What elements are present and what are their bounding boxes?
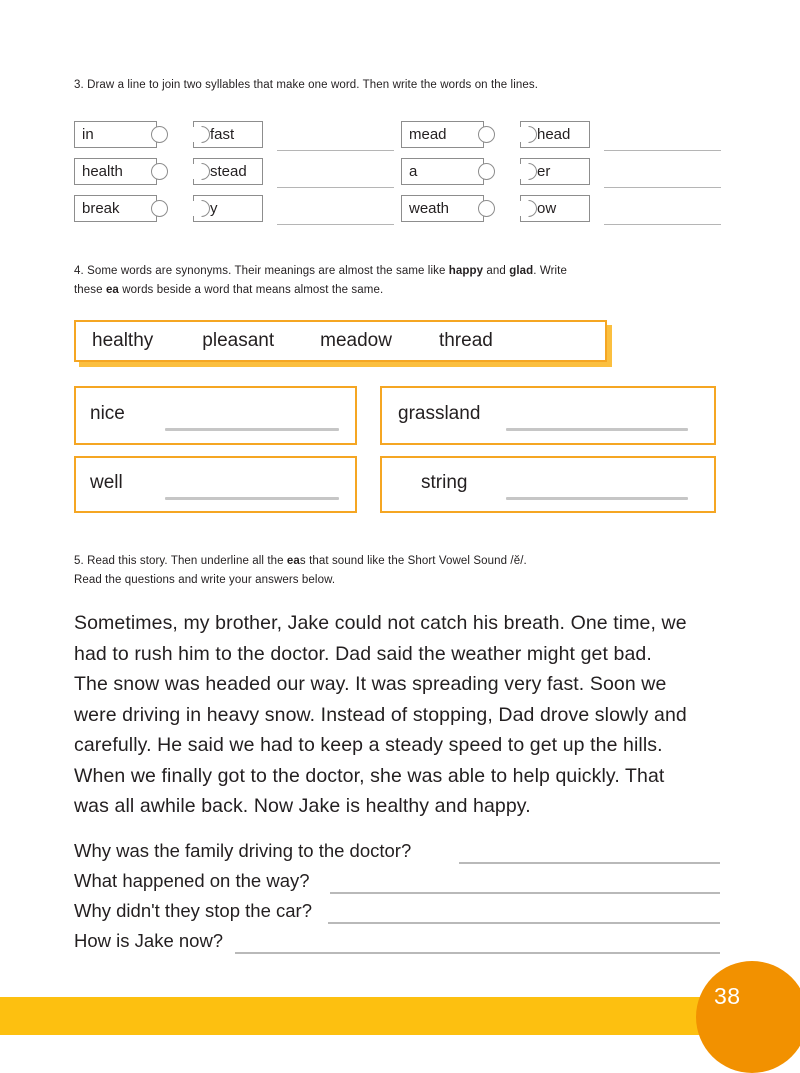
puzzle-piece-label: break [82,200,120,217]
question-answer-rule[interactable] [459,862,720,864]
puzzle-piece-left[interactable] [401,195,484,222]
answer-box-rule[interactable] [165,428,339,431]
section4-instruction [74,262,724,300]
question-answer-rule[interactable] [330,892,720,894]
question-answer-rule[interactable] [235,952,720,954]
puzzle-piece-left[interactable] [74,158,157,185]
section4-instruction-part4: these [74,284,106,296]
word-bank [74,320,607,362]
puzzle-piece-label: in [82,126,94,143]
answer-rule[interactable] [277,150,394,151]
section3-instruction: 3. Draw a line to join two syllables that make one word. Then write the words on the lines. [74,79,539,91]
puzzle-tab-icon [151,126,168,143]
notch-mask [193,201,195,216]
section4-bold-happy: happy [448,265,484,277]
puzzle-piece-right[interactable] [520,121,590,148]
answer-rule[interactable] [604,187,721,188]
answer-box-rule[interactable] [506,428,688,431]
answer-box-label: nice [90,403,125,424]
section5-bold-ea: ea [286,555,300,567]
puzzle-row [74,121,394,152]
question-row [74,838,720,868]
notch-mask [520,127,522,142]
story-line: were driving in heavy snow. Instead of stopping, Dad drove slowly and [74,703,687,726]
puzzle-piece-label: ow [537,200,557,217]
puzzle-row [401,195,721,226]
puzzle-row [401,121,721,152]
question-text: Why didn't they stop the car? [74,900,312,921]
story-line: had to rush him to the doctor. Dad said the weather might get bad. [74,642,652,665]
puzzle-piece-left[interactable] [401,121,484,148]
story-line: Sometimes, my brother, Jake could not catch his breath. One time, we [74,612,687,634]
puzzle-tab-icon [151,200,168,217]
story-line: When we finally got to the doctor, she was able to help quickly. That [74,764,665,787]
puzzle-row [401,158,721,189]
word-bank-item[interactable]: thread [438,330,493,351]
answer-rule[interactable] [277,187,394,188]
puzzle-piece-label: stead [210,163,247,180]
question-row [74,928,720,958]
puzzle-group-left [74,121,394,232]
answer-box-well[interactable] [74,456,357,513]
answer-box-string[interactable] [380,456,716,513]
answer-box-nice[interactable] [74,386,357,445]
answer-rule[interactable] [604,150,721,151]
notch-mask [193,127,195,142]
puzzle-piece-label: weath [409,200,450,217]
section5-instruction-part2: s that sound like the Short Vowel Sound /ĕ/. [299,555,527,567]
story-line: carefully. He said we had to keep a steady speed to get up the hills. [74,734,663,756]
story-line: The snow was headed our way. It was spreading very fast. Soon we [74,673,667,695]
question-text: How is Jake now? [74,930,224,951]
puzzle-group-right [401,121,721,232]
answer-rule[interactable] [277,224,394,225]
puzzle-piece-right[interactable] [193,195,263,222]
puzzle-piece-left[interactable] [74,195,157,222]
notch-mask [193,164,195,179]
section4-instruction-part1: 4. Some words are synonyms. Their meanings are almost the same like [74,265,449,277]
answer-box-label: grassland [398,403,481,424]
puzzle-tab-icon [478,163,495,180]
answer-rule[interactable] [604,224,721,225]
puzzle-piece-label: mead [409,126,447,143]
puzzle-row [74,195,394,226]
section5-instruction-part1: 5. Read this story. Then underline all the [74,555,287,567]
page-number-badge [696,961,800,1073]
puzzle-piece-label: fast [210,126,235,143]
section5-instruction-line2: Read the questions and write your answers below. [74,574,336,586]
question-text: Why was the family driving to the doctor? [74,840,412,861]
story-line: was all awhile back. Now Jake is healthy and happy. [74,795,531,817]
section4-bold-glad: glad [509,265,534,277]
puzzle-piece-right[interactable] [193,158,263,185]
notch-mask [520,164,522,179]
question-text: What happened on the way? [74,870,310,891]
puzzle-piece-label: health [82,163,123,180]
puzzle-piece-right[interactable] [520,195,590,222]
puzzle-row [74,158,394,189]
puzzle-piece-label: y [210,200,218,217]
puzzle-tab-icon [478,200,495,217]
answer-box-rule[interactable] [506,497,688,500]
story-passage [74,608,724,822]
answer-box-grassland[interactable] [380,386,716,445]
puzzle-piece-right[interactable] [193,121,263,148]
word-bank-item[interactable]: meadow [320,330,392,351]
page-number: 38 [714,983,741,1009]
section4-instruction-part5: words beside a word that means almost the same. [118,284,384,296]
puzzle-piece-left[interactable] [74,121,157,148]
notch-mask [520,201,522,216]
section4-bold-ea: ea [105,284,119,296]
puzzle-piece-label: er [537,163,551,180]
puzzle-piece-label: a [409,163,418,180]
question-row [74,868,720,898]
puzzle-tab-icon [478,126,495,143]
question-row [74,898,720,928]
answer-box-rule[interactable] [165,497,339,500]
puzzle-piece-left[interactable] [401,158,484,185]
question-answer-rule[interactable] [328,922,720,924]
puzzle-piece-label: head [537,126,571,143]
section4-instruction-part2: and [483,265,510,277]
section4-instruction-part3: . Write [533,265,567,277]
puzzle-piece-right[interactable] [520,158,590,185]
section5-instruction [74,552,724,590]
puzzle-tab-icon [151,163,168,180]
word-bank-item[interactable]: pleasant [202,330,275,351]
footer-bar [0,997,800,1035]
answer-box-label: well [90,472,123,493]
answer-box-label: string [421,472,468,493]
word-bank-item[interactable]: healthy [92,330,154,351]
